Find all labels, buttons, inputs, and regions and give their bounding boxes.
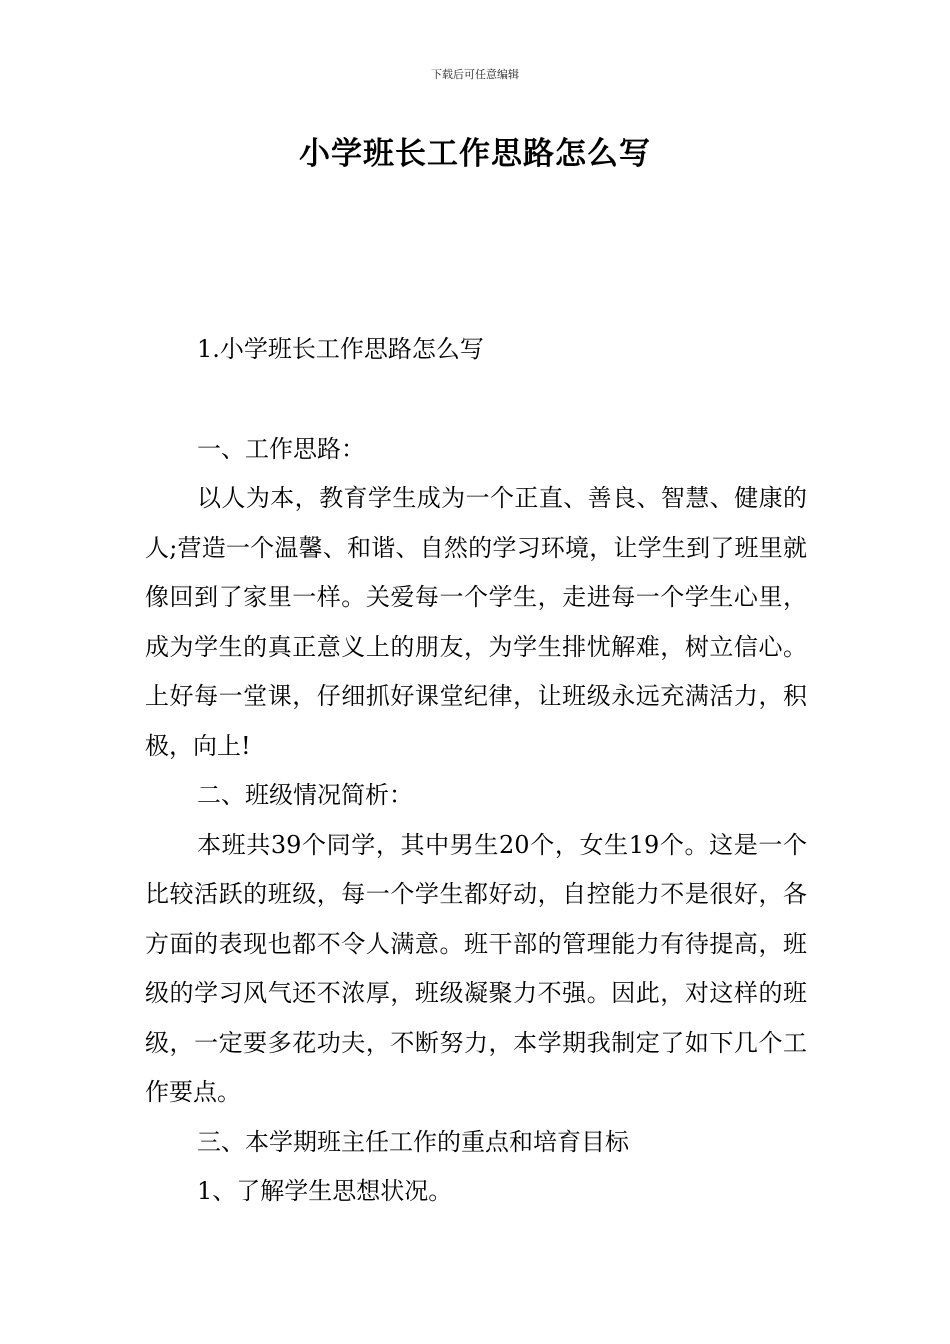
paragraph-work-approach: 以人为本，教育学生成为一个正直、善良、智慧、健康的人;营造一个温馨、和谐、自然的学习环境，让学生到了班里就像回到了家里一样。关爱每一个学生，走进每一个学生心里，成为学生的真正意义上的朋友，为学生排忧解难，树立信心。上好每一堂课，仔细抓好课堂纪律，让班级永远充满活力，积极，向上! bbox=[145, 484, 807, 760]
section-heading-2: 二、班级情况简析： bbox=[197, 781, 413, 809]
section-heading-1: 一、工作思路： bbox=[197, 434, 365, 463]
header-note: 下载后可任意编辑 bbox=[431, 68, 519, 81]
paragraph-class-analysis: 本班共39个同学，其中男生20个，女生19个。这是一个比较活跃的班级，每一个学生都好动，自控能力不是很好，各方面的表现也都不令人满意。班干部的管理能力有待提高，班级的学习风气还不浓厚，班级凝聚力不强。因此，对这样的班级，一定要多花功夫，不断努力，本学期我制定了如下几个工作要点。 bbox=[145, 830, 807, 1106]
section-heading-3: 三、本学期班主任工作的重点和培育目标 bbox=[197, 1127, 629, 1156]
list-item-1: 1、了解学生思想状况。 bbox=[197, 1177, 453, 1205]
section-subtitle: 1.小学班长工作思路怎么写 bbox=[197, 335, 484, 363]
document-body bbox=[145, 325, 807, 1217]
document-title: 小学班长工作思路怎么写 bbox=[299, 136, 651, 172]
